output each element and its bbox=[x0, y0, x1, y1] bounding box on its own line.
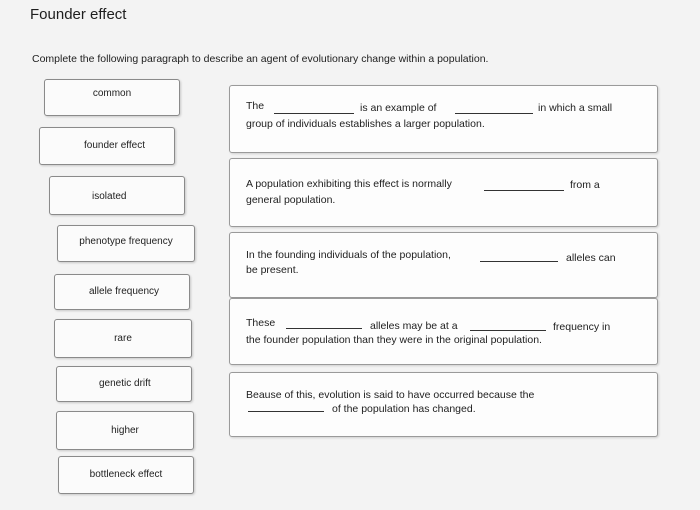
word-bank-label: allele frequency bbox=[89, 286, 160, 297]
statement-text: general population. bbox=[246, 194, 336, 206]
word-bank-item-allele-frequency[interactable] bbox=[54, 274, 190, 310]
answer-blank[interactable] bbox=[455, 113, 533, 114]
statement-text: from a bbox=[570, 179, 600, 191]
statement-3 bbox=[229, 232, 658, 298]
answer-blank[interactable] bbox=[470, 330, 546, 331]
statement-text: in which a small bbox=[538, 102, 613, 114]
answer-blank[interactable] bbox=[274, 113, 354, 114]
statement-text: alleles can bbox=[566, 252, 616, 264]
word-bank-item-higher[interactable] bbox=[56, 411, 194, 450]
word-bank-label: founder effect bbox=[84, 140, 145, 151]
word-bank-item-bottleneck-effect[interactable] bbox=[58, 456, 194, 494]
word-bank-item-common[interactable] bbox=[44, 79, 180, 116]
answer-blank[interactable] bbox=[248, 411, 324, 412]
answer-blank[interactable] bbox=[480, 261, 558, 262]
statement-text: Beause of this, evolution is said to have occurred because the bbox=[246, 389, 535, 401]
statement-text: group of individuals establishes a larger population. bbox=[246, 118, 485, 130]
word-bank-label: rare bbox=[114, 333, 132, 344]
statement-text: These bbox=[246, 317, 276, 329]
page-title: Founder effect bbox=[30, 6, 127, 23]
word-bank-item-isolated[interactable] bbox=[49, 176, 185, 215]
word-bank-label: higher bbox=[111, 425, 139, 436]
statement-2 bbox=[229, 158, 658, 227]
statement-text: alleles may be at a bbox=[370, 320, 458, 332]
statement-text: is an example of bbox=[360, 102, 437, 114]
statement-1 bbox=[229, 85, 658, 153]
word-bank-item-genetic-drift[interactable] bbox=[56, 366, 192, 402]
statement-text: In the founding individuals of the population, bbox=[246, 249, 451, 261]
word-bank-label: isolated bbox=[92, 191, 127, 202]
word-bank-label: genetic drift bbox=[99, 378, 151, 389]
word-bank-label: bottleneck effect bbox=[89, 469, 163, 480]
statement-text: the founder population than they were in the original population. bbox=[246, 334, 542, 346]
statement-4 bbox=[229, 298, 658, 365]
statement-5 bbox=[229, 372, 658, 437]
word-bank-item-rare[interactable] bbox=[54, 319, 192, 358]
word-bank-label: phenotype frequency bbox=[79, 236, 173, 247]
word-bank-label: common bbox=[92, 88, 132, 99]
instructions-text: Complete the following paragraph to describe an agent of evolutionary change within a population. bbox=[32, 53, 489, 65]
answer-blank[interactable] bbox=[484, 190, 564, 191]
statement-text: A population exhibiting this effect is normally bbox=[246, 178, 452, 190]
statement-text: of the population has changed. bbox=[332, 403, 476, 415]
statement-text: be present. bbox=[246, 264, 299, 276]
word-bank-item-founder-effect[interactable] bbox=[39, 127, 175, 165]
statement-text: frequency in bbox=[553, 321, 611, 333]
word-bank-item-phenotype-frequency[interactable] bbox=[57, 225, 195, 262]
answer-blank[interactable] bbox=[286, 328, 362, 329]
statement-text: The bbox=[246, 100, 265, 112]
